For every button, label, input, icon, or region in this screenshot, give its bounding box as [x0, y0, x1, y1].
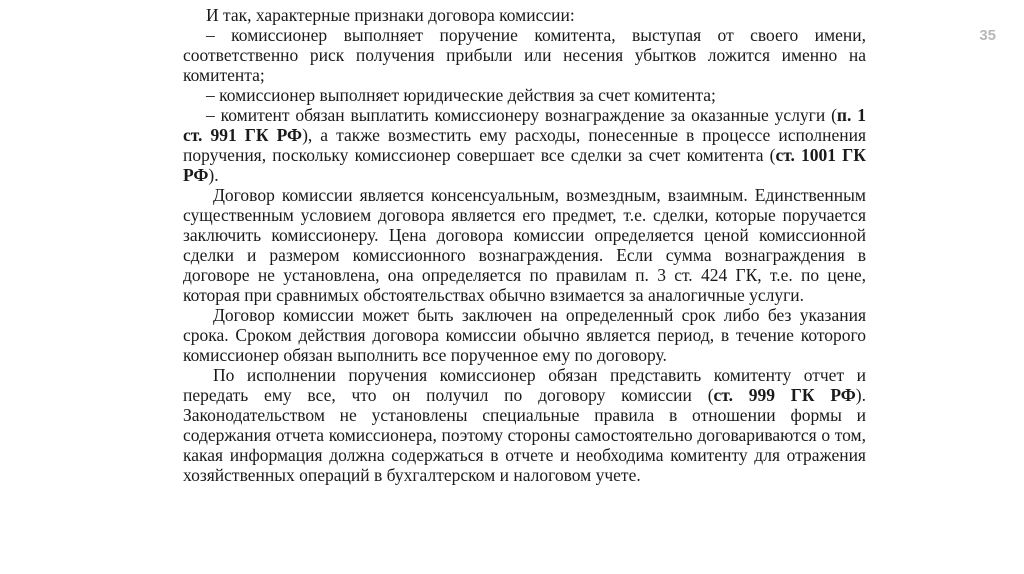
intro-line: И так, характерные признаки договора комиссии: [206, 5, 575, 25]
paragraph-report-text-a: По исполнении поручения комиссионер обязан представить комитенту отчет и передать ему все, что он получил по договору комиссии ( [183, 365, 866, 405]
feature-item-1: – комиссионер выполняет поручение комитента, выступая от своего имени, соответственно риск получения прибыли или несения убытков ложится именно на комитента; [183, 25, 866, 85]
law-reference: ст. 1001 ГК РФ [183, 145, 866, 185]
paragraph-report [183, 365, 866, 485]
feature-item-3-text-a: – комитент обязан выплатить комиссионеру вознаграждение за оказанные услуги ( [206, 105, 837, 125]
feature-item-3 [183, 105, 866, 185]
paragraph-report-text-b: ). Законодательством не установлены специальные правила в отношении формы и содержания отчета комиссионера, поэтому стороны самостоятельно договариваются о том, какая информация должна содержаться в отчете и необходима комитенту для отражения хозяйственных операций в бухгалтерском и налоговом учете. [183, 385, 866, 485]
feature-item-3-text-b: ), а также возместить ему расходы, понесенные в процессе исполнения поручения, поскольку комиссионер совершает все сделки за счет комитента ( [183, 125, 867, 165]
law-reference: ст. 999 ГК РФ [713, 385, 856, 405]
page-number: 35 [979, 27, 996, 44]
feature-item-3-text-c: ). [208, 165, 219, 185]
slide-body-text [183, 5, 866, 485]
paragraph-contract-term: Договор комиссии может быть заключен на определенный срок либо без указания срока. Сроком действия договора комиссии обычно является период, в течение которого комиссионер обязан выполнить все порученное ему по договору. [183, 305, 866, 365]
law-reference: п. 1 ст. 991 ГК РФ [183, 105, 866, 145]
feature-item-2: – комиссионер выполняет юридические действия за счет комитента; [206, 85, 716, 105]
paragraph-contract-nature: Договор комиссии является консенсуальным, возмездным, взаимным. Единственным существенным условием договора является его предмет, т.е. сделки, которые поручается заключить комиссионеру. Цена договора комиссии определяется ценой комиссионной сделки и размером комиссионного вознаграждения. Если сумма вознаграждения в договоре не установлена, она определяется по правилам п. 3 ст. 424 ГК, т.е. по цене, которая при сравнимых обстоятельствах обычно взимается за аналогичные услуги. [183, 185, 866, 305]
